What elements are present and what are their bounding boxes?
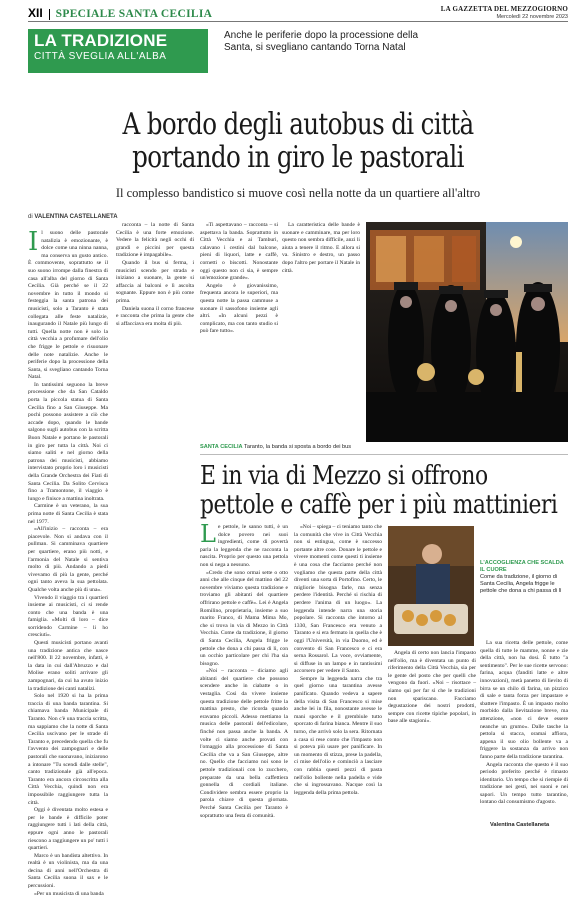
kicker-title: LA TRADIZIONE	[34, 31, 168, 50]
photo2-caption	[480, 560, 568, 595]
main-headline-line2: portando in giro le pastorali	[132, 140, 464, 175]
article1-column-2	[116, 222, 194, 832]
byline-author: VALENTINA CASTELLANETA	[34, 214, 118, 220]
byline-prefix: di	[28, 214, 33, 220]
paragraph: «Ti aspettavano – racconta – si aspettava la banda. Soprattutto in Città Vecchia e ai Tamburi, calavano i cestini dal balcone, pieni di liquori, latte e caffè, cornetti o biscotti. Nonostante oggi questo non ci sia, è sempre un'emozione grande».	[200, 222, 278, 282]
article1-column-4	[282, 222, 360, 452]
article2-column-4	[480, 640, 568, 834]
article2-signature: Valentina Castellaneta	[490, 822, 550, 828]
byline	[28, 214, 118, 220]
paragraph: «Noi – racconta – diciamo agli abitanti del quartiere che possono scendere anche in ciabatte o in vestaglia. Così da vivere insieme questa tradizione delle pettole fritte la mattina presto, che ricorda quando eravamo piccoli. Adesso mettiamo la musica delle pastorali dell'edicolare, finché non passa anche la banda. A volte ci siamo anche provati con l'omaggio alla processione di Santa Cecilia che va a San Giuseppe, altre no. Quello che facciamo noi sono le pettole tradizionali con lo zucchero, preparate da una bella caffettiera gonnella di cordiali italiane. Condividere sembra essere proprio la parola chiave di questa giornata. Perché Santa Cecilia per Taranto è soprattutto una festa di comunità.	[200, 668, 288, 819]
paragraph: racconta – la notte di Santa Cecilia è una forte emozione. Vedere la felicità negli occhi di grandi e piccini per questa tradizione è impagabile».	[116, 222, 194, 259]
photo1-caption	[200, 444, 568, 450]
masthead: LA GAZZETTA DEL MEZZOGIORNO	[440, 5, 568, 13]
paragraph: Daniela suona il corno francese e racconta che prima la gente che si affacciava era molta di più.	[116, 305, 194, 327]
second-headline-line1: E in via di Mezzo si offrono	[200, 461, 488, 491]
dropcap-2: L	[200, 520, 216, 548]
article2-column-1	[200, 520, 288, 834]
photo1-caption-text: Taranto, la banda si sposta a bordo dei bus	[244, 444, 352, 450]
paragraph: l suono delle pastorale natalizia è emozionante, è dolce come una ninna nanna, ma conserva un gusto antico. È commovente, soprattutto se il suo suono irrompe dalla finestra di casa all'alba del giorno di Santa Cecilia. Già perché se il 22 novembre in tutto il mondo si festeggia la santa patrona dei musicisti, solo a Taranto è stata collegata alle feste natalizie, inaugurando il Natale più lungo di tutti. Quella notte non è solo la città vecchia a profumare dell'olio che frigge le pettole e risuonare delle note natalizie. Anche le periferie dopo la processione della Santa, si svegliano cantando Torna Natal.	[28, 230, 108, 381]
paragraph: «All'inizio – racconta – era piacevole. Non si andava con il pullman. Si camminava quartiere per quartiere, erano più notti, e l'armonia del Natale si sentiva molto di più. Andando a piedi vivevamo di più la gente, perché ogni tanto aveva la sua pettolata. Qualche volta anche più di una».	[28, 526, 108, 593]
dateline: Mercoledì 22 novembre 2023	[496, 14, 568, 20]
paragraph: e pettole, le sanno tutti, è un dolce povero nei suoi ingredienti, come di povertà parla la leggenda che ne racconta la nascita. Proprio per questo una pettola non si nega a nessuno.	[200, 524, 288, 568]
article1-column-3	[200, 222, 278, 452]
page-header	[28, 6, 568, 22]
kicker-box	[28, 29, 208, 73]
pettole-photo	[388, 526, 474, 646]
paragraph: «Per un musicista di una banda	[34, 890, 104, 897]
article1-column-2-text	[116, 222, 194, 328]
article2-column-2-text	[294, 524, 382, 797]
paragraph: Angelo è giovanissimo, frequenta ancora le superiori, ma questa notte la passa cammuse a suonare il sassofono insieme agli altri. «In alcuni pezzi è complicato, ma con tanto studio si può fare tutto».	[200, 282, 278, 335]
paragraph: «Credo che sono ormai sette o otto anni che alle cinque del mattino del 22 novembre viviamo questa tradizione e troviamo gli abitanti del quartiere offrirano pettole e caffè». Lei è Angela Romilino, proprietaria, insieme a suo marito Franco, di Mama Mima Mo, che si trova in via di Mezzo in Città Vecchia. Come da tradizione, il giorno di Santa Cecilia, Angela frigge le pettole che dona a chi passa di lì, con un occhio particolare per chi l'ha sia bisogno.	[200, 569, 288, 667]
main-subhead: Il complesso bandistico si muove così nella notte da un quartiere all'altro	[115, 186, 481, 200]
paragraph: Angela di certo non lancia l'impasto nell'olio, ma è diventata un punto di riferimento della Città Vecchia, sia per le gente del posto che per quelli che vengono da fuori. «Noi – risottace – siamo qui per far sì che le tradizioni non spariscano. Facciamo degustazione dei nostri prodotti, sempre con ricette tipiche popolari, in base alle stagioni».	[388, 650, 476, 725]
article2-column-2	[294, 524, 382, 834]
paragraph: Marco è un bandista altettivo. In realtà è un violinista, ma da una decina di anni nell'Orchestra di Santa Cecilia suona il sax e le percussioni.	[28, 852, 108, 890]
band-bus-photo	[366, 222, 568, 442]
second-headline-line2: pettole e caffè per i più mattinieri	[200, 490, 558, 520]
pettole-photo-image	[388, 526, 474, 646]
paragraph: «Noi – spiega – ci teniamo tanto che la comunità che vive in Città Vecchia non si estingua, come è successo portante altre cose. Donare le pettole e vivere momenti come questi ti insieme è una cosa che facciamo perché non vogliamo che questa parte della città diventi una sorta di Portofino. Certo, le migliorie bisogna farle, ma senza perdere l'identità. Perché si rischia di perdere l'anima di un luogo». La leggenda intende narra una storia popolare. Si racconta che intorno al 1330, San Francesco era venuto a Taranto e si era fermato in quella che è oggi l'Università, in via Duomo, ed è convento di San Francesco e ci era serna Rossarol. La voce, ovviamente, si diffuse in un lampo e in tantissimi accorsero per vedere il Santo.	[294, 524, 382, 675]
kicker-subtitle: CITTÀ SVEGLIA ALL'ALBA	[34, 51, 167, 62]
section-divider	[200, 454, 568, 455]
dropcap: I	[28, 227, 39, 257]
article2-column-3	[388, 650, 476, 834]
section-title: SPECIALE SANTA CECILIA	[55, 8, 213, 20]
paragraph: Oggi è diventata molto estesa e per le bande è difficile poter raggiungere tutti i lati della città, eppure ogni anno le pastorali riescono a raggiungere un po' tutti i quartieri.	[28, 807, 108, 852]
paragraph: Questi musicisti portano avanti una tradizione antica che nasce nell'800. Il 22 novembre, infatti, è la data in cui dall'Abruzzo e dal Molise erano soliti arrivare gli zampognari, da cui ha avuto inizio la tradizione dei canti natalizi.	[28, 640, 108, 692]
article2-column-4-text	[480, 640, 568, 807]
photo2-caption-label: L'ACCOGLIENZA CHE SCALDA IL CUORE	[480, 560, 564, 573]
photo1-caption-label: SANTA CECILIA	[200, 444, 243, 450]
paragraph: Solo nel 1920 si ha la prima traccia di una banda tarantina. Si chiamava banda Municipale di Taranto. Non c'è una traccia scritta, ma sappiamo che la notte di Santa Cecilia uscivano per le strade di Taranto e, precedendo quella che fu l'avvento dei zampognari e delle pastorali che suonavano, iniziarono a intonare "Tu scendi dalle stelle", canto tradizionale già all'epoca. Taranto era ancora circoscritta alla Città Vecchia, quindi non era impossibile raggiungere tutta la città.	[28, 693, 108, 806]
article1-column-1	[28, 227, 108, 897]
paragraph: La sua ricetta delle pettole, come quella di tutte le mamme, nonne e zie della città, non ha dosi. È tutto "a sentimento". Per le sue ricette servono: farina, acqua (fanditi latte e altre innovazioni), metà panetto di lievito di birra se un chilo di farina, un pizzico di sale e tanta forza per impastare e sbattere l'impasto. È un impasto molto morbido dalla lievitazione breve, ma attenzione, «non ci deve essere neanche un grumo». Dalle tasche la pettola si stacca, oramai affiora, appena il suo olio bollente va a friggere la sostanza da arrivo non fanno parte della tradizione tarantina.	[480, 640, 568, 760]
band-bus-photo-image	[366, 222, 568, 442]
header-divider	[49, 9, 50, 20]
paragraph: Carmine è un veterano, la sua prima notte di Santa Cecilia è stata nel 1977.	[28, 503, 108, 525]
paragraph: In tantissimi seguono la breve processione che da San Cataldo porta la piccola statua di Santa Cecilia fino a San Giuseppe. Ma pochi possono assistere a ciò che accade dopo, quando le bande salgono sugli autobus con la scritta Buon Natale e portano le pastorali in giro per tutta la città. Noi ci siamo saliti e nel giorno della patrona dei musicisti, abbiamo intervistato proprio loro i musicisti della Grande Orchestra dei Fiati di Santa Cecilia. Da Solito Cervisca fino a Tramontone, il viaggio è lungo e finisce a mattina inoltrata.	[28, 381, 108, 502]
article1-column-1-text	[28, 227, 108, 898]
page-number: XII	[28, 6, 43, 20]
paragraph: Vivendo il viaggio tra i quartieri insieme ai musicisti, ci si rende conto che una banda è una famiglia. «Molti di loro – dice sorridendo Carmine – li ho cresciuti».	[28, 594, 108, 639]
kicker-side-text: Anche le periferie dopo la processione della Santa, si svegliano cantando Torna Natal	[224, 30, 419, 53]
article2-column-3-text	[388, 650, 476, 726]
paragraph: La caratteristica delle bande è suonare e camminare, ma per loro questo non sembra difficile, anzi li aiuta a tenere il ritmo. E allora si va. Sinistro e destro, un passo dopo l'altro per portare il Natale in città.	[282, 222, 360, 274]
article2-column-1-text	[200, 520, 288, 820]
main-headline-line1: A bordo degli autobus di città	[122, 107, 474, 142]
photo2-caption-text: Come da tradizione, il giorno di Santa Cecilia, Angela frigge le pettole che dona a chi passa di lì	[480, 574, 562, 594]
paragraph: Quando il bus si ferma, i musicisti scendo per strada e iniziano a suonare, la gente si affaccia ai balconi e lì ascolta sognante. Eppure non è più come prima.	[116, 259, 194, 304]
main-headline	[77, 108, 520, 174]
paragraph: Sempre la leggenda narra che tra quel giorno una tarantina avesse panificato. Quando vedeva a sapere della visita di San Francesco si mise anche lei in fila, nonostante avesse le mani sporche e il grembiule tutto sporcato di farina bianca. Mentre il suo turno, che arrivò solo la sera. Ritornata a casa si rese conto che l'impasto non si poteva più usare per panificare. In un momento di stizza, prese la padella, ci mise dell'olio e cominciò a lasciare con rabbia questi pezzi di pasta nell'olio bollente nella padella e vide che si ingrossavano. Nacque così la leggenda della prima pettola.	[294, 675, 382, 796]
paragraph: Angela racconta che questo è il suo periodo preferito perché è rimasto identitario. Un tempo che si riempie di tradizione nei gesti, nei suoni e nei sapori. Un tempo tutto tarantino, lontano dal consumismo d'agosto.	[480, 761, 568, 806]
article1-column-4-text	[282, 222, 360, 275]
second-headline	[200, 461, 558, 520]
article1-column-3-text	[200, 222, 278, 336]
